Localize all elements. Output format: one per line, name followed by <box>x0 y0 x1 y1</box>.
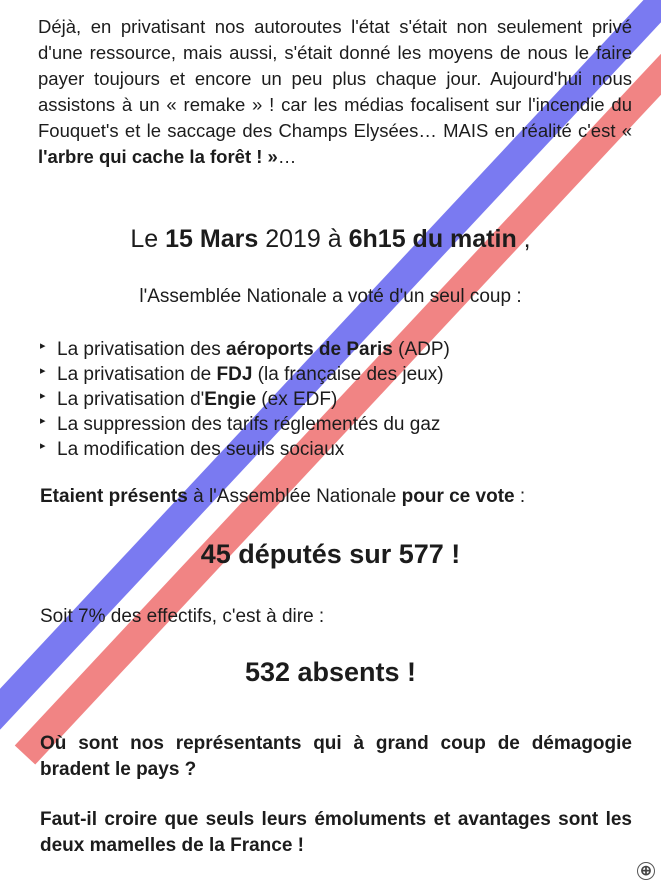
bullet-icon: ▸ <box>40 440 46 452</box>
question-representatives: Où sont nos représentants qui à grand coup de démagogie bradent le pays ? <box>40 733 632 780</box>
attendance-bold-vote: pour ce vote <box>401 486 515 507</box>
list-item-text <box>57 337 450 362</box>
list-item-pre: La privatisation de <box>57 364 217 385</box>
zoom-in-icon[interactable]: ⊕ <box>637 862 655 880</box>
bullet-icon: ▸ <box>40 365 46 377</box>
attendance-line <box>40 484 640 510</box>
headline-comma: , <box>516 225 531 253</box>
bullet-icon: ▸ <box>40 340 46 352</box>
list-item-bold: FDJ <box>216 364 253 385</box>
absentees-count: 532 absents ! <box>244 657 417 687</box>
intro-text: Déjà, en privatisant nos autoroutes l'état s'était non seulement privé d'une ressource, mais aussi, s'était donné les moyens de nous le faire payer toujours et encore un peu plus chaque jour. Aujourd'hui nous assistons à un « remake » ! car les médias focalisent sur l'incendie du Fouquet's et le saccage des Champs Elysées… MAIS en réalité c'est « <box>38 16 632 141</box>
list-item-text <box>57 362 444 387</box>
percentage-line: Soit 7% des effectifs, c'est à dire : <box>40 606 325 627</box>
list-item-pre: La modification des seuils sociaux <box>57 439 345 460</box>
list-item-text <box>57 387 337 412</box>
attendance-colon: : <box>514 486 526 507</box>
list-item-pre: La privatisation d' <box>57 389 205 410</box>
closing-statement: Faut-il croire que seuls leurs émoluments et avantages sont les deux mamelles de la France ! <box>40 809 632 856</box>
list-item-post: (ex EDF) <box>256 389 338 410</box>
bullet-icon: ▸ <box>40 390 46 402</box>
headline-date <box>0 222 661 256</box>
list-item <box>40 437 450 462</box>
list-item-bold: aéroports de Paris <box>226 339 393 360</box>
headline-year: 2019 à <box>258 225 349 253</box>
list-item-bold: Engie <box>204 389 257 410</box>
headline-date-bold: 15 Mars <box>165 225 259 253</box>
list-item <box>40 362 450 387</box>
list-item <box>40 412 450 437</box>
list-item-post: (la française des jeux) <box>252 364 444 385</box>
intro-ellipsis: … <box>277 146 297 167</box>
list-item <box>40 337 450 362</box>
assembly-vote-line: l'Assemblée Nationale a voté d'un seul coup : <box>139 286 522 307</box>
attendance-bold-present: Etaient présents <box>40 486 188 507</box>
list-item-text <box>57 412 440 437</box>
list-item <box>40 387 450 412</box>
headline-le: Le <box>130 225 166 253</box>
list-item-pre: La privatisation des <box>57 339 226 360</box>
list-item-post: (ADP) <box>392 339 450 360</box>
list-item-text <box>57 437 344 462</box>
list-item-pre: La suppression des tarifs réglementés du gaz <box>57 414 441 435</box>
bullet-icon: ▸ <box>40 415 46 427</box>
headline-time-bold: 6h15 du matin <box>348 225 517 253</box>
deputies-count: 45 députés sur 577 ! <box>200 539 461 569</box>
attendance-mid: à l'Assemblée Nationale <box>187 486 402 507</box>
intro-bold-quote: l'arbre qui cache la forêt ! » <box>38 146 278 167</box>
privatisation-list <box>40 337 450 462</box>
intro-paragraph <box>38 14 632 170</box>
